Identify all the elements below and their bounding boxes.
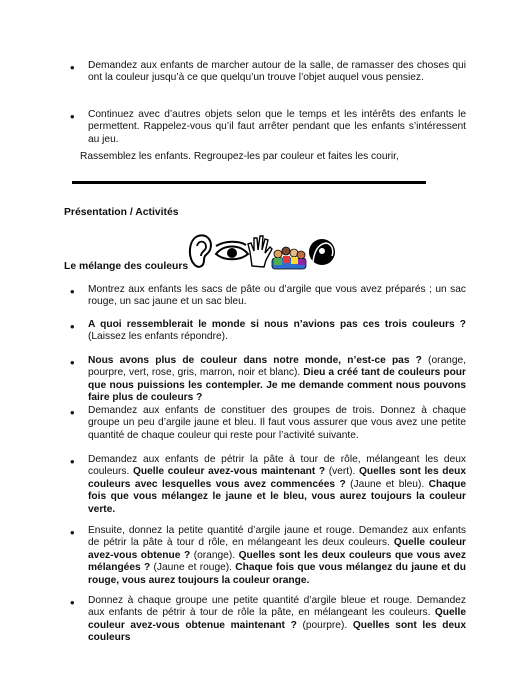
activity-title: Le mélange des couleurs <box>64 261 189 272</box>
bullet-7: Donnez à chaque groupe une petite quantité d’argile bleue et rouge. Demandez aux enfants de pétrir à tour de rôle la pâte, en mélangeant les couleurs. Quelle couleur avez-vous obtenue maintenant ? (pourpre). Quelles sont les deux couleurs <box>88 595 467 644</box>
bullet-marker: • <box>70 405 75 420</box>
bullet-1: Montrez aux enfants les sacs de pâte ou d’argile que vous avez préparés ; un sac rouge, un sac jaune et un sac bleu. <box>88 284 466 308</box>
bullet-3: Nous avons plus de couleur dans notre monde, n’est-ce pas ? (orange, pourpre, vert, rose, gris, marron, noir et blanc). Dieu a créé tant de couleurs pour que nous puissions les contempler. Je me demande comment nous pouvons faire plus de couleurs ? <box>88 355 466 404</box>
bullet-marker: • <box>70 109 75 124</box>
senses-icons <box>186 232 336 272</box>
ear-icon <box>190 235 211 266</box>
bullet-marker: • <box>70 60 75 75</box>
head-profile-icon <box>309 239 335 265</box>
intro-bullet-2: Continuez avec d’autres objets selon que le temps et les intérêts des enfants le permettent. Rappelez-vous qu’il faut arrêter pendant que les enfants s’intéressent au jeu. <box>88 109 466 145</box>
hand-icon <box>248 236 272 267</box>
gather-paragraph: Rassemblez les enfants. Regroupez-les par couleur et faites les courir, <box>80 151 399 162</box>
horizontal-rule <box>72 181 426 184</box>
bullet-marker: • <box>70 454 75 469</box>
bullet-2: A quoi ressemblerait le monde si nous n’avions pas ces trois couleurs ? (Laissez les enfants répondre). <box>88 319 466 343</box>
bullet-marker: • <box>70 319 75 334</box>
bullet-4: Demandez aux enfants de constituer des groupes de trois. Donnez à chaque groupe un peu d’argile jaune et bleu. Il faut vous assurer que vous avez une petite quantité de chaque couleur qui reste pour l’activité suivante. <box>88 405 466 441</box>
bullet-marker: • <box>70 525 75 540</box>
eye-icon <box>216 242 248 260</box>
bullet-marker: • <box>70 355 75 370</box>
section-heading: Présentation / Activités <box>64 207 179 218</box>
bullet-6: Ensuite, donnez la petite quantité d’argile jaune et rouge. Demandez aux enfants de pétrir la pâte à tour d rôle, en mélangeant les deux couleurs. Quelle couleur avez-vous obtenue ? (orange). Quelles sont les deux couleurs que vous avez mélangées ? (Jaune et rouge). Chaque fois que vous mélangez du jaune et du rouge, vous aurez toujours la couleur orange. <box>88 525 467 586</box>
children-group-icon <box>272 247 306 269</box>
bullet-5: Demandez aux enfants de pétrir la pâte à tour de rôle, mélangeant les deux couleurs. Quelle couleur avez-vous maintenant ? (vert). Quelles sont les deux couleurs avec lesquelles vous avez commencées ? (Jaune et bleu). Chaque fois que vous mélangez le jaune et le bleu, vous aurez toujours la couleur verte. <box>88 454 466 515</box>
bullet-marker: • <box>70 595 75 610</box>
intro-bullet-1: Demandez aux enfants de marcher autour de la salle, de ramasser des choses qui ont la couleur jusqu’à ce que quelqu’un trouve l’objet auquel vous pensiez. <box>88 60 466 84</box>
bullet-marker: • <box>70 284 75 299</box>
